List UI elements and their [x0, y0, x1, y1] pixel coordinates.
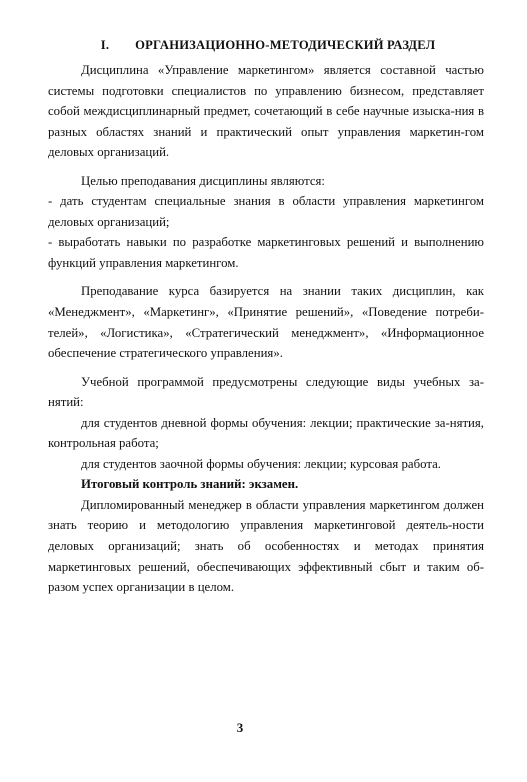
section-heading — [48, 38, 488, 53]
based-on-paragraph: Преподавание курса базируется на знании таких дисциплин, как «Менеджмент», «Маркетинг», «Принятие решений», «Поведение потреби-телей», «Логистика», «Стратегический менеджмент», «Информационное обеспечение стратегического управления». — [48, 284, 484, 361]
page-number: 3 — [236, 720, 244, 735]
goal-item-2: - выработать навыки по разработке маркетинговых решений и выполнению функций управления маркетингом. — [48, 235, 484, 270]
part-time-paragraph: для студентов заочной формы обучения: лекции; курсовая работа. — [81, 456, 441, 471]
program-paragraph: Учебной программой предусмотрены следующие виды учебных за-нятий: — [48, 374, 484, 410]
full-time-paragraph: для студентов дневной формы обучения: лекции; практические за-нятия, контрольная работа; — [48, 415, 484, 451]
section-title: ОРГАНИЗАЦИОННО-МЕТОДИЧЕСКИЙ РАЗДЕЛ — [135, 38, 436, 52]
graduate-paragraph: Дипломированный менеджер в области управления маркетингом должен знать теорию и методологию управления маркетинговой деятель-ности деловых организаций; знать об особенностях и методах принятия маркетинговых решений, обеспечивающих эффективный сбыт и таким об-разом успех организации в целом. — [48, 497, 484, 595]
goal-item-1: - дать студентам специальные знания в области управления маркетингом деловых организаций; — [48, 194, 484, 229]
section-number: I. — [100, 38, 110, 52]
goals-lead-paragraph: Целью преподавания дисциплины являются: — [81, 173, 325, 188]
final-control-paragraph: Итоговый контроль знаний: экзамен. — [81, 477, 299, 492]
intro-paragraph: Дисциплина «Управление маркетингом» является составной частью системы подготовки специалистов по управлению бизнесом, представляет собой междисциплинарный предмет, сочетающий в себе научные изыска-ния в разных областях знаний и практический опыт управления маркетин-гом деловых организаций. — [48, 63, 484, 160]
document-body — [48, 60, 484, 598]
